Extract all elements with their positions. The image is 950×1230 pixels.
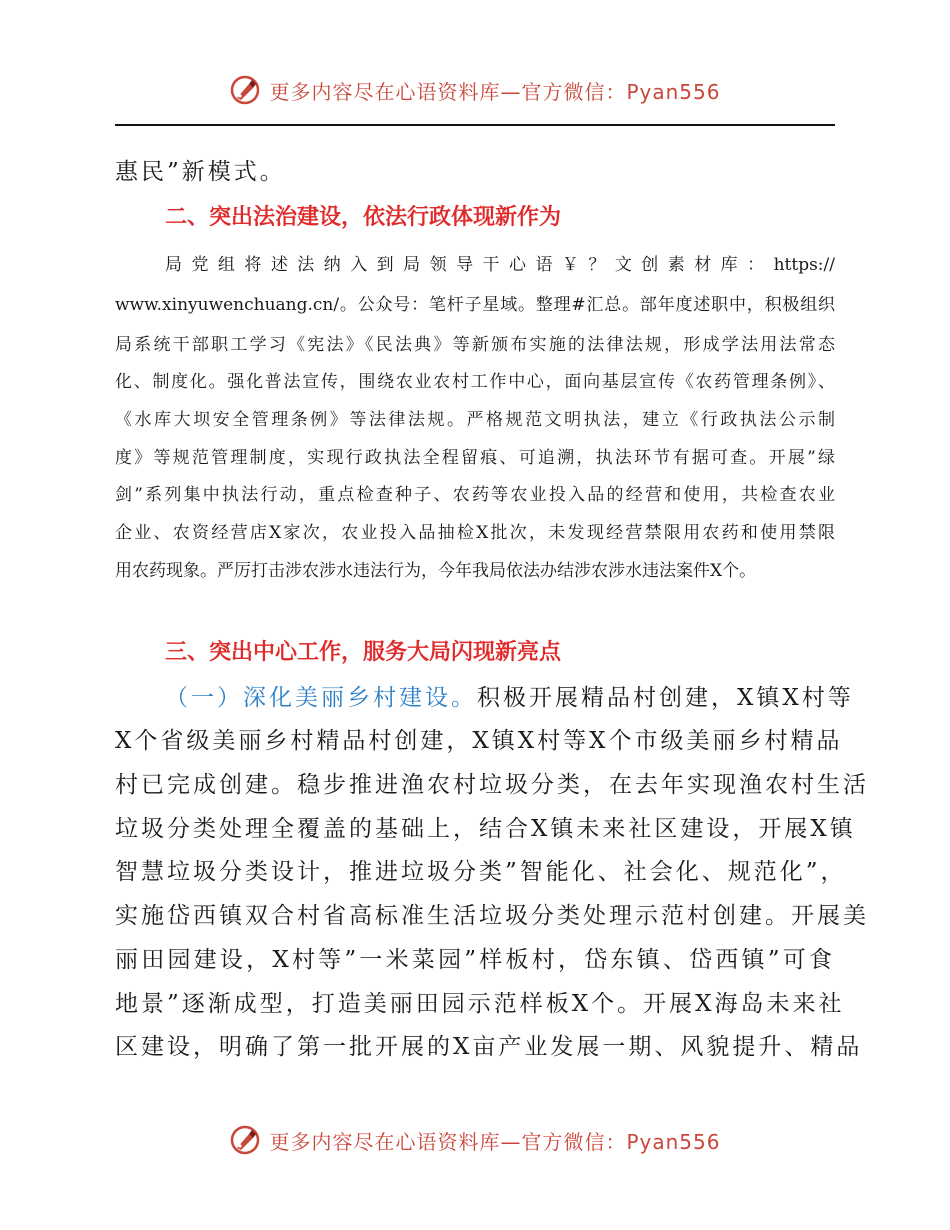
pen-logo-icon [229,1124,261,1156]
first-line-rest: 积极开展精品村创建，X镇X村等 [477,685,854,711]
paragraph-line: 丽田园建设，X村等”一米菜园”样板村，岱东镇、岱西镇”可食 [115,947,835,973]
continued-text: 惠民”新模式。 [115,159,286,185]
paragraph-line: 企业、农资经营店X家次，农业投入品抽检X批次，未发现经营禁限用农药和使用禁限 [115,523,835,543]
paragraph-line: 实施岱西镇双合村省高标准生活垃圾分类处理示范村创建。开展美 [115,903,869,929]
paragraph-line: 垃圾分类处理全覆盖的基础上，结合X镇未来社区建设，开展X镇 [115,816,856,842]
paragraph-line: 局党组将述法纳入到局领导干心语￥？文创素材库：https:// [165,255,835,275]
paragraph-line: 智慧垃圾分类设计，推进垃圾分类”智能化、社会化、规范化”， [115,859,847,885]
header-divider [115,124,835,126]
subsection-title: （一）深化美丽乡村建设。 [165,685,477,711]
paragraph-line: www.xinyuwenchuang.cn/。公众号：笔杆子星域。整理#汇总。部年度述职中，积极组织 [115,295,835,315]
paragraph-line: 区建设，明确了第一批开展的X亩产业发展一期、风貌提升、精品 [115,1034,863,1060]
paragraph-first-line [165,679,854,712]
footer-banner [0,1120,950,1160]
paragraph-line: 地景”逐渐成型，打造美丽田园示范样板X个。开展X海岛未来社 [115,991,845,1017]
paragraph-line: 《水库大坝安全管理条例》等法律法规。严格规范文明执法，建立《行政执法公示制 [115,410,835,430]
paragraph-line: 村已完成创建。稳步推进渔农村垃圾分类，在去年实现渔农村生活 [115,772,869,798]
paragraph-line: 化、制度化。强化普法宣传，围绕农业农村工作中心，面向基层宣传《农药管理条例》、 [115,372,835,392]
section-heading-3: 三、突出中心工作，服务大局闪现新亮点 [165,640,562,665]
header-banner [0,70,950,110]
paragraph-line: 剑”系列集中执法行动，重点检查种子、农药等农业投入品的经营和使用，共检查农业 [115,485,835,505]
paragraph-line: 度》等规范管理制度，实现行政执法全程留痕、可追溯，执法环节有据可查。开展”绿 [115,448,835,468]
paragraph-line: 局系统干部职工学习《宪法》《民法典》等新颁布实施的法律法规，形成学法用法常态 [115,335,835,355]
section-heading-2: 二、突出法治建设，依法行政体现新作为 [165,205,562,230]
paragraph-line: X个省级美丽乡村精品村创建，X镇X村等X个市级美丽乡村精品 [115,728,843,754]
paragraph-line: 用农药现象。严厉打击涉农涉水违法行为，今年我局依法办结涉农涉水违法案件X个。 [115,561,757,581]
banner-text: 更多内容尽在心语资料库—官方微信：Pyan556 [269,79,721,104]
pen-logo-icon [229,74,261,106]
banner-text: 更多内容尽在心语资料库—官方微信：Pyan556 [269,1129,721,1154]
